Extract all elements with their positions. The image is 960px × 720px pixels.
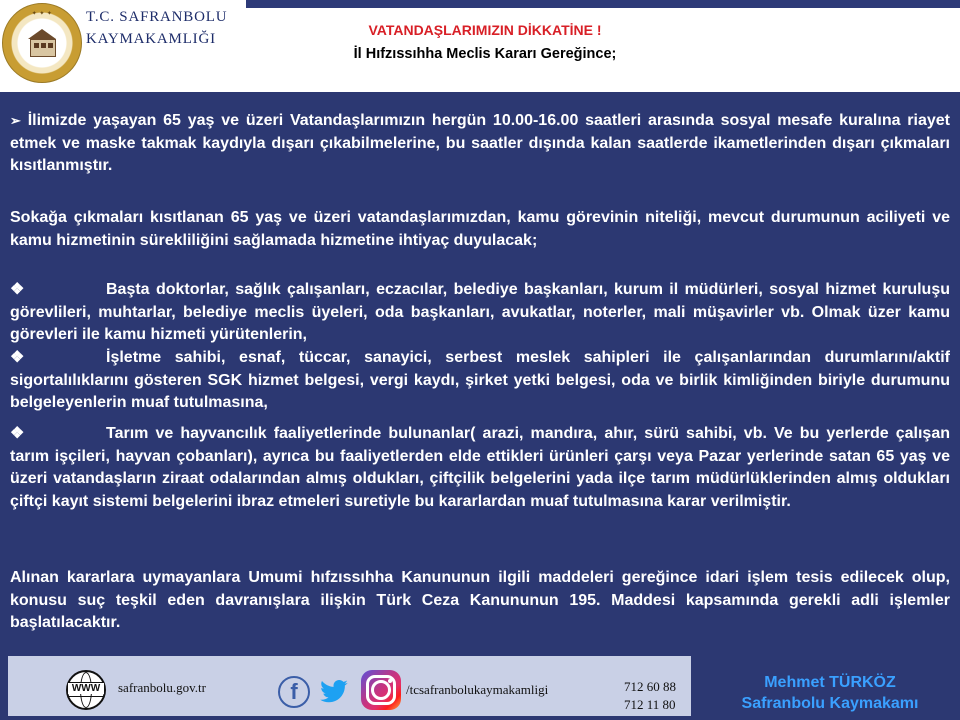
- contact-bar: [8, 656, 691, 716]
- bullet-item-3: [10, 423, 950, 513]
- seal-house-icon: [20, 21, 64, 65]
- www-globe-icon: [66, 670, 106, 710]
- diamond-bullet-icon: ❖: [10, 349, 25, 366]
- signer-name: Mehmet TÜRKÖZ: [764, 674, 896, 691]
- paragraph-2: Sokağa çıkmaları kısıtlanan 65 yaş ve üzeri vatandaşlarımızdan, kamu görevinin niteliği, mevcut durumunun aciliyeti ve kamu hizmetinin sürekliliğini sağlamada hizmetine ihtiyaç duyulacak;: [10, 209, 950, 249]
- diamond-bullet-icon: ❖: [10, 281, 25, 298]
- paragraph-3: Alınan kararlara uymayanlara Umumi hıfzıssıhha Kanununun ilgili maddeleri gereğince idari işlem tesis edilecek olup, konusu suç teşkil eden davranışlara ilişkin Türk Ceza Kanununun 195. Maddesi kapsamında gerekli adli işlemler başlatılacaktır.: [10, 569, 950, 631]
- subheadline: İl Hıfzıssıhha Meclis Kararı Gereğince;: [353, 46, 617, 62]
- signer-title: Safranbolu Kaymakamı: [741, 695, 919, 712]
- phone-numbers: [624, 678, 676, 714]
- institution-line-2: KAYMAKAMLIĞI: [86, 31, 216, 47]
- institution-line-1: T.C. SAFRANBOLU: [86, 9, 228, 25]
- footer: [0, 652, 960, 720]
- phone-number-1: 712 60 88: [624, 679, 676, 694]
- paragraph-1: [10, 110, 950, 178]
- announcement-body: [0, 92, 960, 652]
- header: [0, 0, 960, 92]
- instagram-icon[interactable]: [361, 670, 401, 710]
- seal-text: ✦ ✦ ✦: [31, 10, 53, 17]
- bullet-item-1: [10, 279, 950, 347]
- website-link[interactable]: safranbolu.gov.tr: [118, 680, 206, 695]
- bullet-item-1-text: Başta doktorlar, sağlık çalışanları, eczacılar, belediye başkanları, kurum il müdürleri, sosyal hizmet kuruluşu görevlileri, muhtarlar, belediye meclis üyeleri, oda başkanları, avukatlar, noterler, mali müşavirler vb. Olmak üzer kamu görevleri ile kamu hizmeti yürütenlerin,: [10, 281, 950, 343]
- signature-block: [700, 672, 960, 714]
- www-label: WWW: [68, 683, 104, 694]
- arrow-bullet-icon: ➢: [10, 113, 21, 128]
- diamond-bullet-icon: ❖: [10, 425, 25, 442]
- headline: VATANDAŞLARIMIZIN DİKKATİNE !: [368, 22, 602, 38]
- bullet-item-2: [10, 347, 950, 415]
- phone-number-2: 712 11 80: [624, 697, 676, 712]
- bullet-item-3-text: Tarım ve hayvancılık faaliyetlerinde bulunanlar( arazi, mandıra, ahır, sürü sahibi, vb. Ve bu yerlerde çalışan tarım işçileri, hayvan çobanları), ayrıca bu faaliyetlerden elde ettikleri ürünleri çarşı veya Pazar yerlerinde satan 65 yaş ve üzeri vatandaşların ziraat odalarından almış oldukları, çiftçilik belgelerini yada ilçe tarım müdürlüklerinden almış oldukları çiftçi kayıt sistemi belgelerini ibraz etmeleri suretiyle bu kararlardan muaf tutulmasına karar verilmiştir.: [10, 425, 950, 510]
- twitter-icon[interactable]: [314, 676, 354, 708]
- district-seal-logo: [2, 3, 82, 83]
- institution-name: [86, 6, 227, 50]
- paragraph-1-text: İlimizde yaşayan 65 yaş ve üzeri Vatandaşlarımızın hergün 10.00-16.00 saatleri arasında sosyal mesafe kuralına riayet etmek ve maske takmak kaydıyla dışarı çıkabilmelerine, bu saatler dışında kalan saatlerde ikametlerinden dışarı çıkmaları kısıtlanmıştır.: [10, 112, 950, 174]
- header-stripe: [246, 0, 960, 8]
- facebook-icon[interactable]: f: [278, 676, 310, 708]
- bullet-item-2-text: İşletme sahibi, esnaf, tüccar, sanayici, serbest meslek sahipleri ile çalışanlarından durumlarını/aktif sigortalılıklarını gösteren SGK hizmet belgesi, vergi kaydı, şirket yetki belgesi, oda ve birlik kimliğinden biriyle durumunu belgeleyenlerin muaf tutulmasına,: [10, 349, 950, 411]
- social-handle[interactable]: /tcsafranbolukaymakamligi: [406, 682, 549, 697]
